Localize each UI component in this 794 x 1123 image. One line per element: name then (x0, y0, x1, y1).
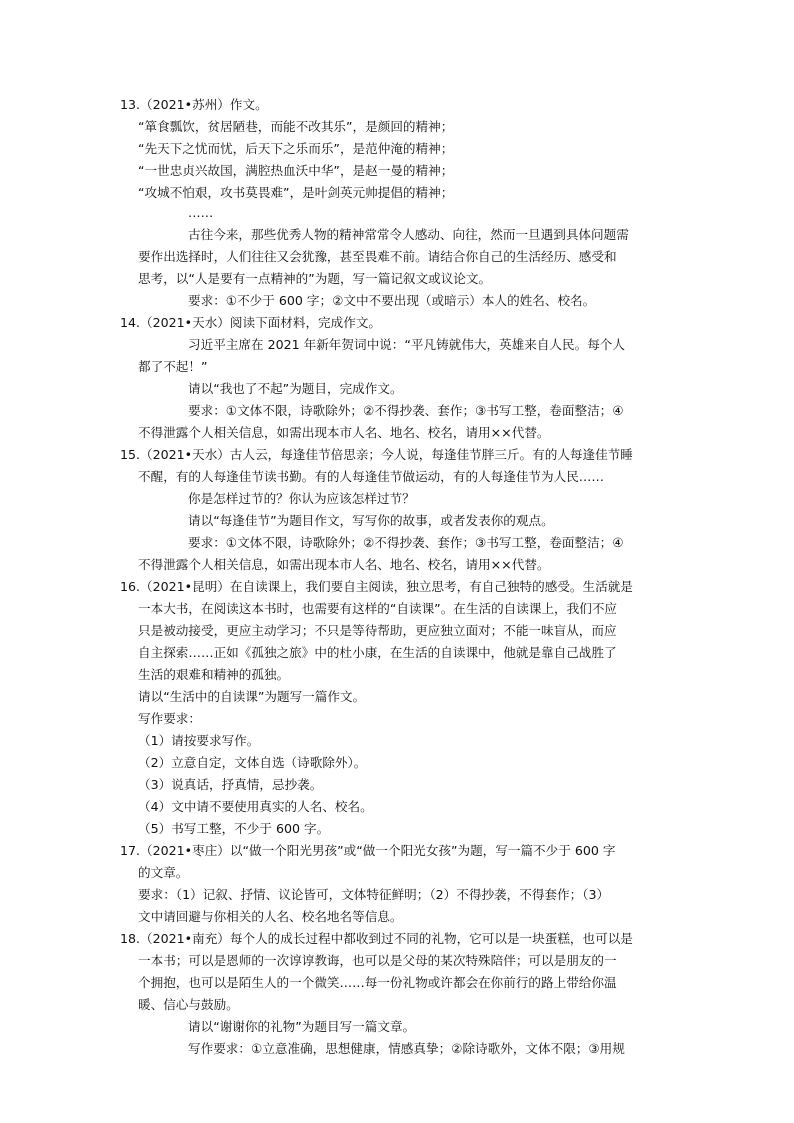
text-line: 不得泄露个人相关信息，如需出现本市人名、地名、校名，请用××代替。 (138, 557, 550, 572)
text-line: 古往今来，那些优秀人物的精神常常令人感动、向往，然而一旦遇到具体问题需 (188, 227, 629, 242)
text-line: 写作要求： (138, 711, 201, 726)
text-line: 只是被动接受，更应主动学习；不只是等待帮助，更应独立面对；不能一味盲从，而应 (138, 623, 617, 638)
text-line: 习近平主席在 2021 年新年贺词中说：“平凡铸就伟大，英雄来自人民。每个人 (188, 337, 625, 352)
text-line: 自主探索……正如《孤独之旅》中的杜小康，在生活的自读课中，他就是靠自己战胜了 (138, 645, 617, 660)
text-line: “攻城不怕艰，攻书莫畏难”，是叶剑英元帅提倡的精神； (138, 185, 454, 200)
text-line: 要求：①不少于 600 字；②文中不要出现（或暗示）本人的姓名、校名。 (188, 293, 596, 308)
text-line: 要求：（1）记叙、抒情、议论皆可，文体特征鲜明；（2）不得抄袭，不得套作；（3） (138, 887, 610, 902)
text-line: 请以“生活中的自读课”为题写一篇作文。 (138, 689, 366, 704)
text-line: 生活的艰难和精神的孤独。 (138, 667, 290, 682)
text-line: 要求：①文体不限，诗歌除外；②不得抄袭、套作；③书写工整，卷面整洁；④ (188, 535, 624, 550)
text-line: 请以“每逢佳节”为题目作文，写写你的故事，或者发表你的观点。 (188, 513, 554, 528)
text-line: （4）文中请不要使用真实的人名、校名。 (138, 799, 373, 814)
question-header: 18.（2021•南充）每个人的成长过程中都收到过不同的礼物，它可以是一块蛋糕，也可以是 (120, 931, 633, 946)
text-line: 写作要求：①立意准确，思想健康，情感真挚；②除诗歌外，文体不限；③用规 (188, 1041, 625, 1056)
text-line: 个拥抱，也可以是陌生人的一个微笑……每一份礼物或许都会在你前行的路上带给你温 (138, 975, 617, 990)
question-header: 13.（2021•苏州）作文。 (120, 97, 268, 112)
text-line: 文中请回避与你相关的人名、校名地名等信息。 (138, 909, 403, 924)
text-line: 一本大书，在阅读这本书时，也需要有这样的“自读课”。在生活的自读课上，我们不应 (138, 601, 618, 616)
text-line: “箪食瓢饮，贫居陋巷，而能不改其乐”，是颜回的精神； (138, 119, 454, 134)
question-header: 16.（2021•昆明）在自读课上，我们要自主阅读，独立思考，有自己独特的感受。生活就是 (120, 579, 633, 594)
question-header: 14.（2021•天水）阅读下面材料，完成作文。 (120, 315, 382, 330)
text-line: 你是怎样过节的？你认为应该怎样过节？ (188, 491, 415, 506)
text-line: 都了不起！” (138, 359, 208, 374)
text-line: （1）请按要求写作。 (138, 733, 260, 748)
text-line: 的文章。 (138, 865, 189, 880)
text-line: （5）书写工整，不少于 600 字。 (138, 821, 330, 836)
text-line: “一世忠贞兴故国，满腔热血沃中华”，是赵一曼的精神； (138, 163, 454, 178)
text-line: “先天下之忧而忧，后天下之乐而乐”，是范仲淹的精神； (138, 141, 454, 156)
text-line: 暖、信心与鼓励。 (138, 997, 239, 1012)
text-line: 请以“谢谢你的礼物”为题目写一篇文章。 (188, 1019, 416, 1034)
text-line: 请以“我也了不起”为题目，完成作文。 (188, 381, 403, 396)
text-line: （2）立意自定，文体自选（诗歌除外）。 (138, 755, 367, 770)
question-header: 17.（2021•枣庄）以“做一个阳光男孩”或“做一个阳光女孩”为题，写一篇不少于 600 字 (120, 843, 616, 858)
text-line: 一本书；可以是恩师的一次谆谆教诲，也可以是父母的某次特殊陪伴；可以是朋友的一 (138, 953, 617, 968)
text-line: 不得泄露个人相关信息，如需出现本市人名、地名、校名，请用××代替。 (138, 425, 550, 440)
text-line: 要求：①文体不限，诗歌除外；②不得抄袭、套作；③书写工整，卷面整洁；④ (188, 403, 624, 418)
text-line: …… (188, 205, 214, 220)
text-line: 思考，以“人是要有一点精神的”为题，写一篇记叙文或议论文。 (138, 271, 492, 286)
text-line: 要作出选择时，人们往往又会犹豫，甚至畏难不前。请结合你自己的生活经历、感受和 (138, 249, 617, 264)
question-header: 15.（2021•天水）古人云，每逢佳节倍思亲；今人说，每逢佳节胖三斤。有的人每逢佳节睡 (120, 447, 633, 462)
text-line: 不醒，有的人每逢佳节读书勤。有的人每逢佳节做运动，有的人每逢佳节为人民…… (138, 469, 604, 484)
text-line: （3）说真话，抒真情，忌抄袭。 (138, 777, 323, 792)
